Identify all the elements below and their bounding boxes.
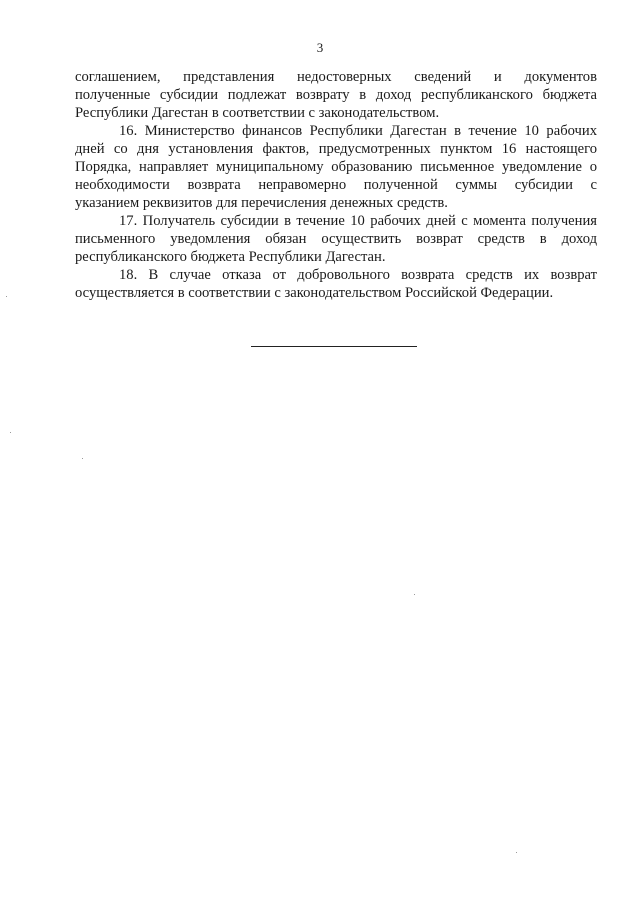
document-body — [75, 68, 597, 302]
body-line: республиканского бюджета Республики Дагестан. — [75, 249, 386, 265]
clause-17-first-line: 17. Получатель субсидии в течение 10 рабочих дней с момента получения — [119, 213, 597, 229]
body-line: осуществляется в соответствии с законодательством Российской Федерации. — [75, 285, 554, 301]
clause-18-first-line: 18. В случае отказа от добровольного возврата средств их возврат — [119, 267, 597, 283]
end-separator-line — [251, 346, 417, 347]
scan-speck — [516, 852, 517, 853]
body-line: Республики Дагестан в соответствии с законодательством. — [75, 105, 440, 121]
body-line: указанием реквизитов для перечисления денежных средств. — [75, 195, 448, 211]
body-line: дней со дня установления фактов, предусмотренных пунктом 16 настоящего — [75, 141, 597, 157]
scan-speck — [82, 458, 83, 459]
body-line: письменного уведомления обязан осуществить возврат средств в доход — [75, 231, 597, 247]
body-line: полученные субсидии подлежат возврату в доход республиканского бюджета — [75, 87, 597, 103]
clause-16-first-line: 16. Министерство финансов Республики Дагестан в течение 10 рабочих — [119, 123, 597, 139]
body-line: необходимости возврата неправомерно полученной суммы субсидии с — [75, 177, 597, 193]
body-line: Порядка, направляет муниципальному образованию письменное уведомление о — [75, 159, 597, 175]
body-line: соглашением, представления недостоверных сведений и документов — [75, 69, 597, 85]
scan-speck — [10, 432, 11, 433]
scan-speck — [414, 594, 415, 595]
scan-speck — [6, 296, 7, 297]
page-number: 3 — [316, 40, 324, 55]
